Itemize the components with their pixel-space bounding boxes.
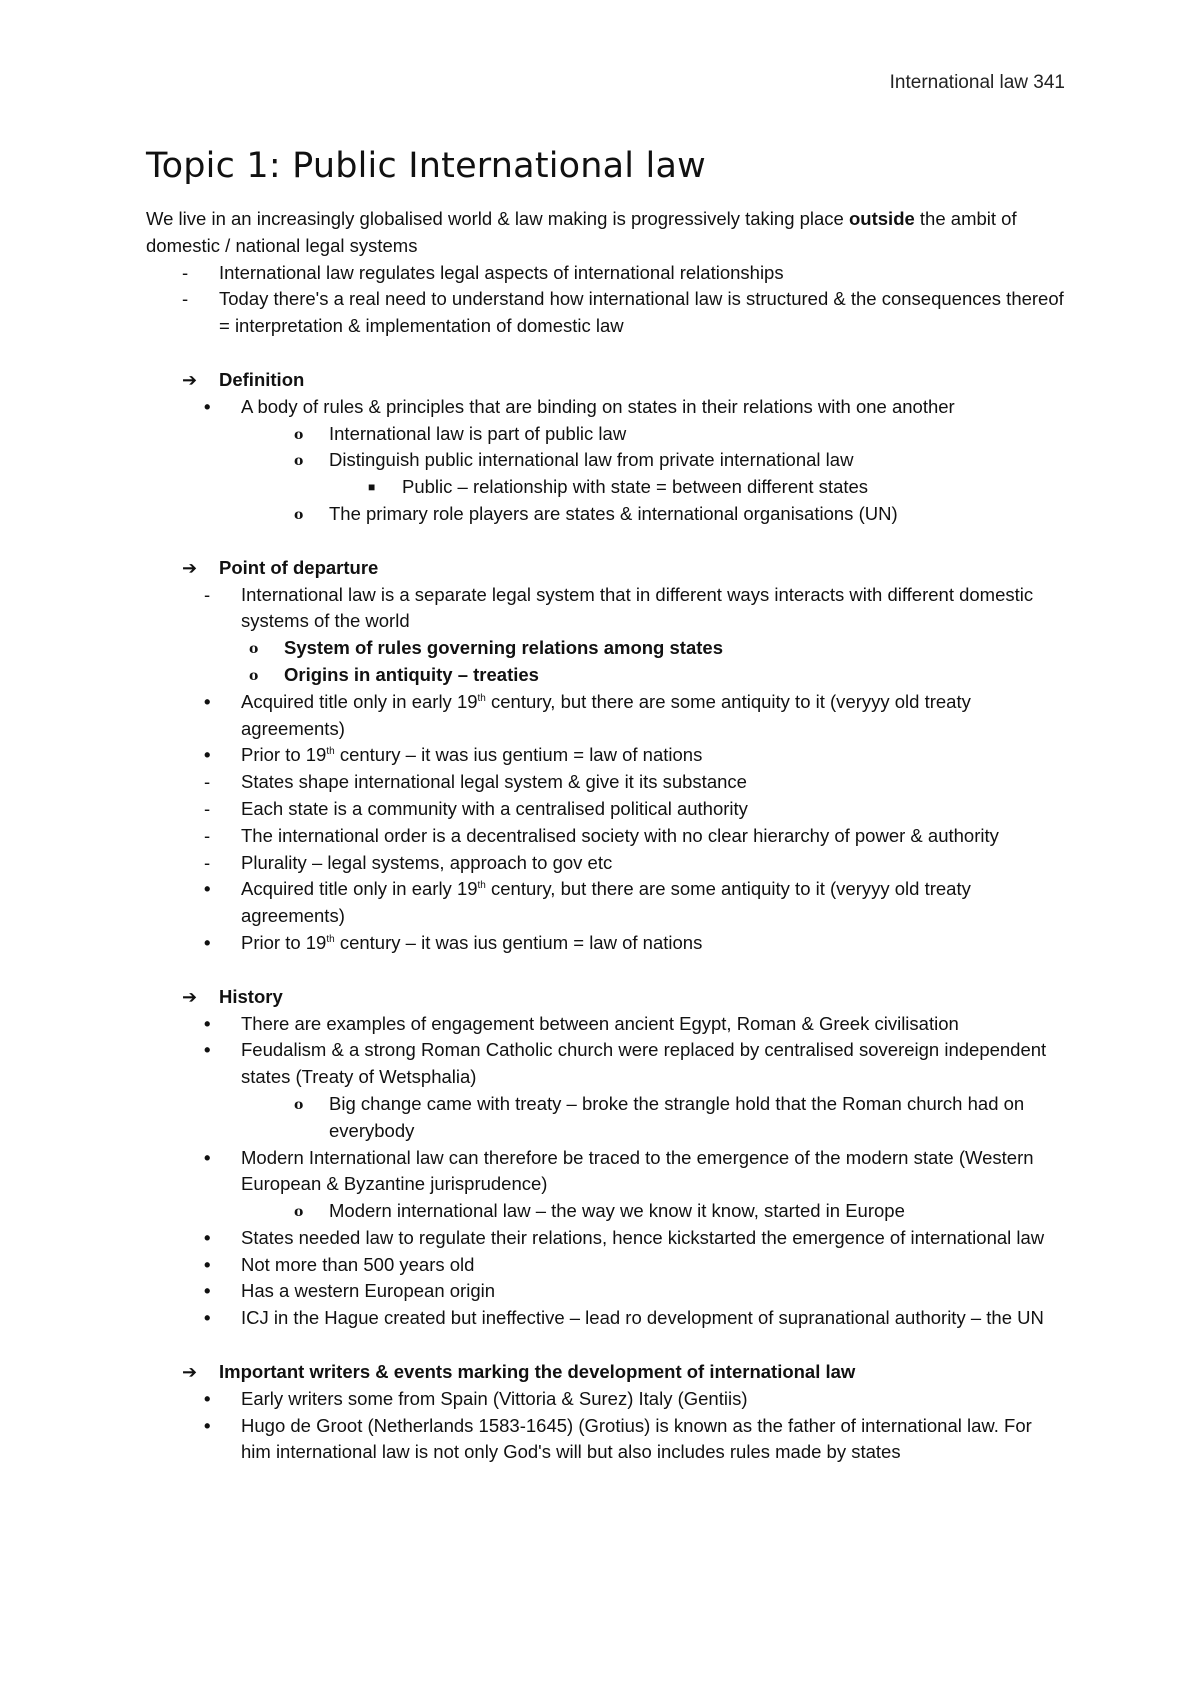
sub-list-item: o Origins in antiquity – treaties: [146, 662, 1066, 689]
list-item: • Feudalism & a strong Roman Catholic church were replaced by centralised sovereign independent states (Treaty of Wetsphalia): [204, 1039, 1047, 1088]
sub-list-item: o Distinguish public international law from private international law: [146, 447, 1066, 474]
dash-marker: -: [204, 583, 211, 605]
list-item: • Acquired title only in early 19th century, but there are some antiquity to it (veryyy old treaty agreements): [204, 690, 971, 739]
bullet-marker: •: [204, 931, 211, 953]
list-item: • Modern International law can therefore be traced to the emergence of the modern state (Western European & Byzantine jurisprudence): [204, 1146, 1034, 1195]
bullet-marker: •: [204, 690, 211, 712]
circle-marker: o: [294, 426, 304, 443]
arrow-icon: ➔: [182, 986, 198, 1007]
list-item: • There are examples of engagement between ancient Egypt, Roman & Greek civilisation: [146, 1011, 1066, 1038]
intro-paragraph: We live in an increasingly globalised world & law making is progressively taking place outside the ambit of domestic / national legal systems: [146, 208, 1017, 256]
circle-marker: o: [294, 1096, 304, 1113]
dash-marker: -: [204, 851, 211, 873]
document-body: [146, 206, 1066, 1466]
bullet-marker: •: [204, 395, 211, 417]
square-marker: ■: [368, 480, 376, 495]
running-header: International law 341: [889, 72, 1065, 93]
bullet-marker: •: [204, 878, 211, 900]
circle-marker: o: [294, 506, 304, 523]
bullet-marker: •: [204, 1146, 211, 1168]
list-item: • Not more than 500 years old: [146, 1252, 1066, 1279]
list-item: - States shape international legal system & give it its substance: [146, 769, 1066, 796]
arrow-icon: ➔: [182, 1362, 198, 1383]
dash-marker: -: [204, 771, 211, 793]
list-item: - Today there's a real need to understand how international law is structured & the consequences thereof = interpretation & implementation of domestic law: [182, 288, 1064, 337]
list-item: • States needed law to regulate their relations, hence kickstarted the emergence of international law: [146, 1225, 1066, 1252]
page-title: Topic 1: Public International law: [146, 146, 706, 186]
list-item: • A body of rules & principles that are binding on states in their relations with one another: [146, 394, 1066, 421]
bullet-marker: •: [204, 1012, 211, 1034]
sub-list-item: o International law is part of public law: [146, 421, 1066, 448]
list-item: - Each state is a community with a centralised political authority: [146, 796, 1066, 823]
bullet-marker: •: [204, 1226, 211, 1248]
bullet-marker: •: [204, 1414, 211, 1436]
list-item: - International law is a separate legal system that in different ways interacts with different domestic systems of the world: [204, 583, 1034, 632]
bullet-marker: •: [204, 1253, 211, 1275]
bullet-marker: •: [204, 1307, 211, 1329]
sub-sub-list-item: ■ Public – relationship with state = between different states: [146, 474, 1066, 501]
list-item: • Hugo de Groot (Netherlands 1583-1645) (Grotius) is known as the father of international law. For him international law is not only God's will but also includes rules made by states: [204, 1414, 1032, 1463]
dash-marker: -: [204, 797, 211, 819]
arrow-icon: ➔: [182, 369, 198, 390]
list-item: • Early writers some from Spain (Vittoria & Surez) Italy (Gentiis): [146, 1386, 1066, 1413]
circle-marker: o: [294, 453, 304, 470]
sub-list-item: o Modern international law – the way we know it know, started in Europe: [146, 1198, 1066, 1225]
sub-list-item: o The primary role players are states & international organisations (UN): [146, 501, 1066, 528]
dash-marker: -: [182, 288, 189, 310]
circle-marker: o: [294, 1204, 304, 1221]
bullet-marker: •: [204, 744, 211, 766]
list-item: - The international order is a decentralised society with no clear hierarchy of power & authority: [146, 823, 1066, 850]
circle-marker: o: [249, 641, 259, 658]
section-heading-definition: ➔ Definition: [146, 367, 1066, 394]
arrow-icon: ➔: [182, 557, 198, 578]
dash-marker: -: [204, 824, 211, 846]
sub-list-item: o System of rules governing relations among states: [146, 635, 1066, 662]
list-item: • Has a western European origin: [146, 1278, 1066, 1305]
section-heading-writers: ➔ Important writers & events marking the development of international law: [146, 1359, 1066, 1386]
section-heading-departure: ➔ Point of departure: [146, 555, 1066, 582]
bullet-marker: •: [204, 1280, 211, 1302]
intro-bold-word: outside: [849, 208, 915, 229]
list-item: - International law regulates legal aspects of international relationships: [146, 260, 1066, 287]
list-item: - Plurality – legal systems, approach to gov etc: [146, 850, 1066, 877]
section-heading-history: ➔ History: [146, 984, 1066, 1011]
bullet-marker: •: [204, 1387, 211, 1409]
circle-marker: o: [249, 667, 259, 684]
list-item: • Prior to 19th century – it was ius gentium = law of nations: [146, 930, 1066, 957]
bullet-marker: •: [204, 1039, 211, 1061]
list-item: • ICJ in the Hague created but ineffective – lead ro development of supranational authority – the UN: [146, 1305, 1066, 1332]
list-item: • Prior to 19th century – it was ius gentium = law of nations: [146, 742, 1066, 769]
dash-marker: -: [182, 261, 189, 283]
sub-list-item: o Big change came with treaty – broke the strangle hold that the Roman church had on everybody: [294, 1092, 1025, 1141]
list-item: • Acquired title only in early 19th century, but there are some antiquity to it (veryyy old treaty agreements): [204, 878, 971, 927]
